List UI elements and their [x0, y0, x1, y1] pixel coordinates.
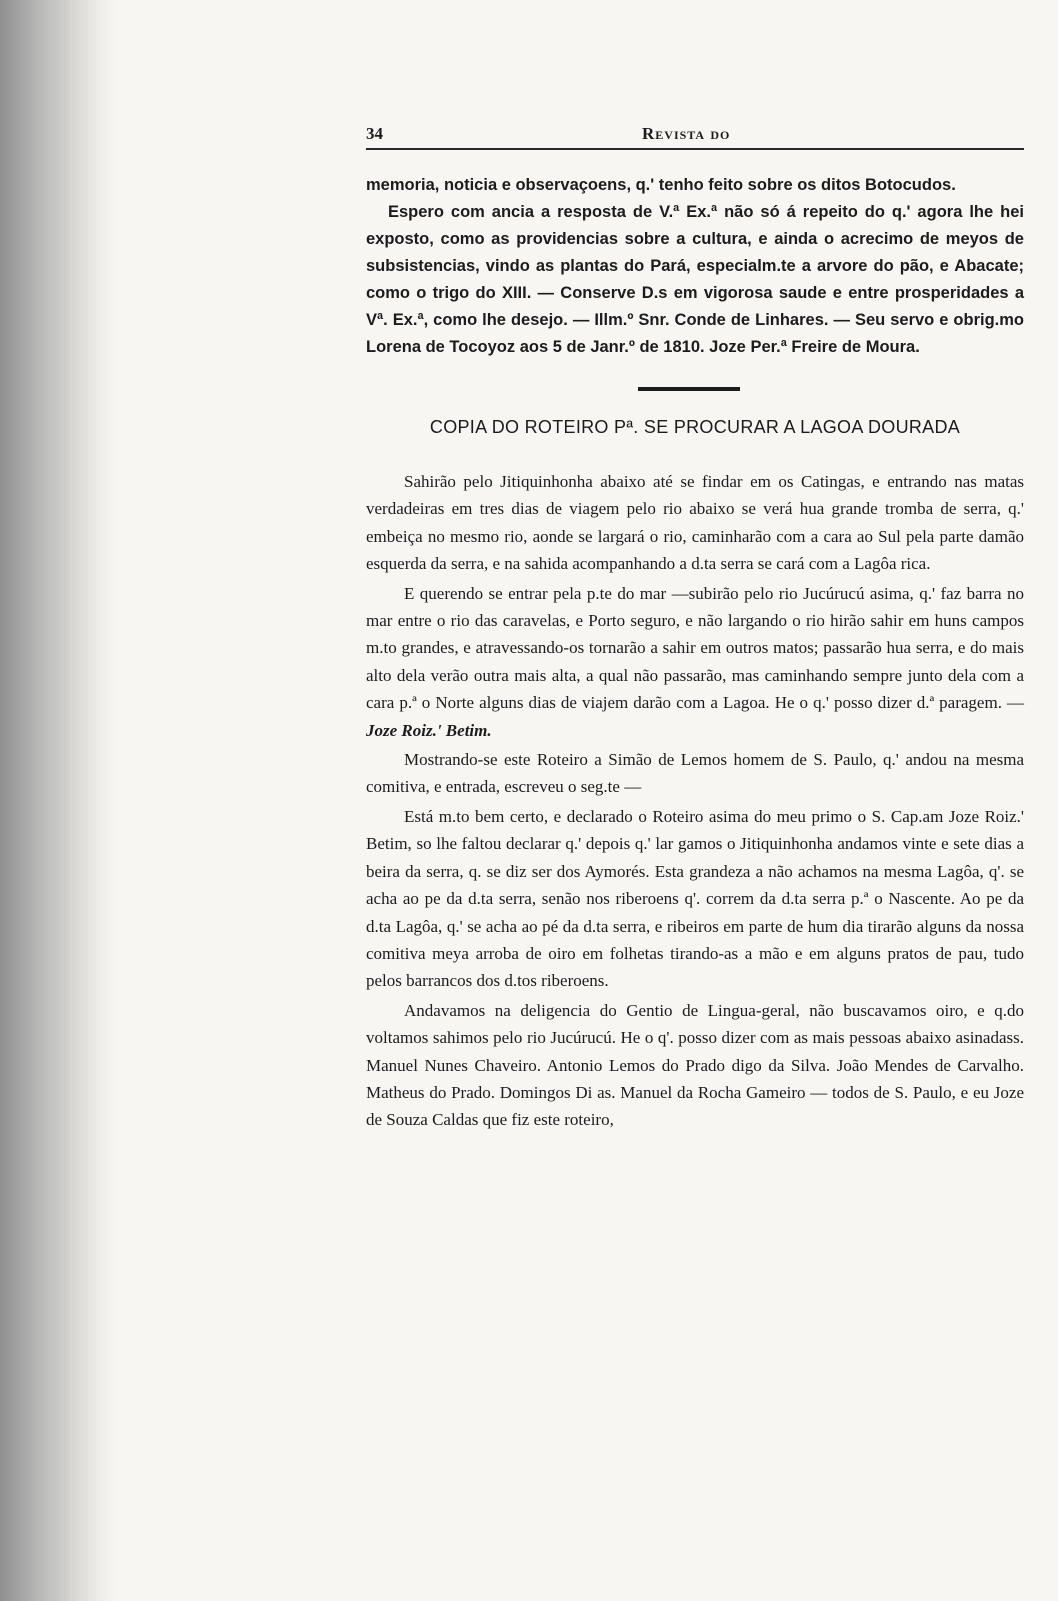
- letter-continuation: [366, 172, 1024, 361]
- book-page: [366, 118, 1024, 1134]
- roteiro-paragraph: Está m.to bem certo, e declarado o Roteiro asima do meu primo o S. Cap.am Joze Roiz.' Betim, so lhe faltou declarar q.' depois q.' lar gamos o Jitiquinhonha andamos vinte e sete dias a beira da serra, q. se diz ser dos Aymorés. Esta grandeza a não achamos na mesma Lagôa, q'. se acha ao pe da d.ta serra, senão nos riberoens q'. correm da d.ta serra p.ª o Nascente. Ao pe da d.ta Lagôa, q.' se acha ao pé da d.ta serra, e ribeiros em parte de hum dia tirarão alguns da nossa comitiva meya arroba de oiro em folhetas tirando-as a mão e em alguns pratos de pau, tudo pelos barrancos dos d.tos riberoens.: [366, 806, 1024, 991]
- letter-paragraph: memoria, noticia e observaçoens, q.' tenho feito sobre os ditos Botocudos.: [366, 176, 956, 194]
- roteiro-text: [366, 468, 1024, 1134]
- section-divider: [638, 387, 740, 391]
- running-title: Revista do: [642, 124, 731, 143]
- roteiro-paragraph: Mostrando-se este Roteiro a Simão de Lemos homem de S. Paulo, q.' andou na mesma comitiva, e entrada, escreveu o seg.te —: [366, 750, 1024, 797]
- roteiro-paragraph-text: E querendo se entrar pela p.te do mar —subirão pelo rio Jucúrucú asima, q.' faz barra no mar entre o rio das caravelas, e Porto seguro, e não largando o rio hirão sahir em huns campos m.to grandes, e atravessando-os tornarão a sahir em outros matos; passarão hua serra, e do mais alto dela verão outra mais alta, a qual não passarão, mas caminhando sempre junto dela com a cara p.ª o Norte alguns dias de viajem darão com a Lagoa. He o q.' posso dizer d.ª paragem. —: [366, 583, 1024, 713]
- roteiro-paragraph: Sahirão pelo Jitiquinhonha abaixo até se findar em os Catingas, e entrando nas matas verdadeiras em tres dias de viagem pelo rio abaixo se verá hua grande tromba de serra, q.' embeiça no mesmo rio, aonde se largará o rio, caminharão com a cara ao Sul pela parte damão esquerda da serra, e na sahida acompanhando a d.ta serra se cará com a Lagôa rica.: [366, 472, 1024, 574]
- page-number: 34: [366, 124, 383, 143]
- section-heading: COPIA DO ROTEIRO Pª. SE PROCURAR A LAGOA DOURADA: [429, 417, 961, 437]
- book-binding-shadow: [0, 0, 118, 1601]
- letter-paragraph: Espero com ancia a resposta de V.ª Ex.ª não só á repeito do q.' agora lhe hei exposto, como as providencias sobre a cultura, e ainda o acrecimo de meyos de subsistencias, vindo as plantas do Pará, especialm.te a arvore do pão, e Abacate; como o trigo do XIII. — Conserve D.s em vigorosa saude e entre prosperidades a Vª. Ex.ª, como lhe desejo. — Illm.º Snr. Conde de Linhares. — Seu servo e obrig.mo Lorena de Tocoyoz aos 5 de Janr.º de 1810. Joze Per.ª Freire de Moura.: [366, 203, 1024, 356]
- signature: Joze Roiz.' Betim.: [366, 720, 492, 740]
- roteiro-paragraph: [366, 580, 1024, 744]
- running-header: [366, 118, 1024, 150]
- roteiro-paragraph: Andavamos na deligencia do Gentio de Lingua-geral, não buscavamos oiro, e q.do voltamos sahimos pelo rio Jucúrucú. He o q'. posso dizer com as mais pessoas abaixo asinadass. Manuel Nunes Chaveiro. Antonio Lemos do Prado digo da Silva. João Mendes de Carvalho. Matheus do Prado. Domingos Di as. Manuel da Rocha Gameiro — todos de S. Paulo, e eu Joze de Souza Caldas que fiz este roteiro,: [366, 1000, 1024, 1130]
